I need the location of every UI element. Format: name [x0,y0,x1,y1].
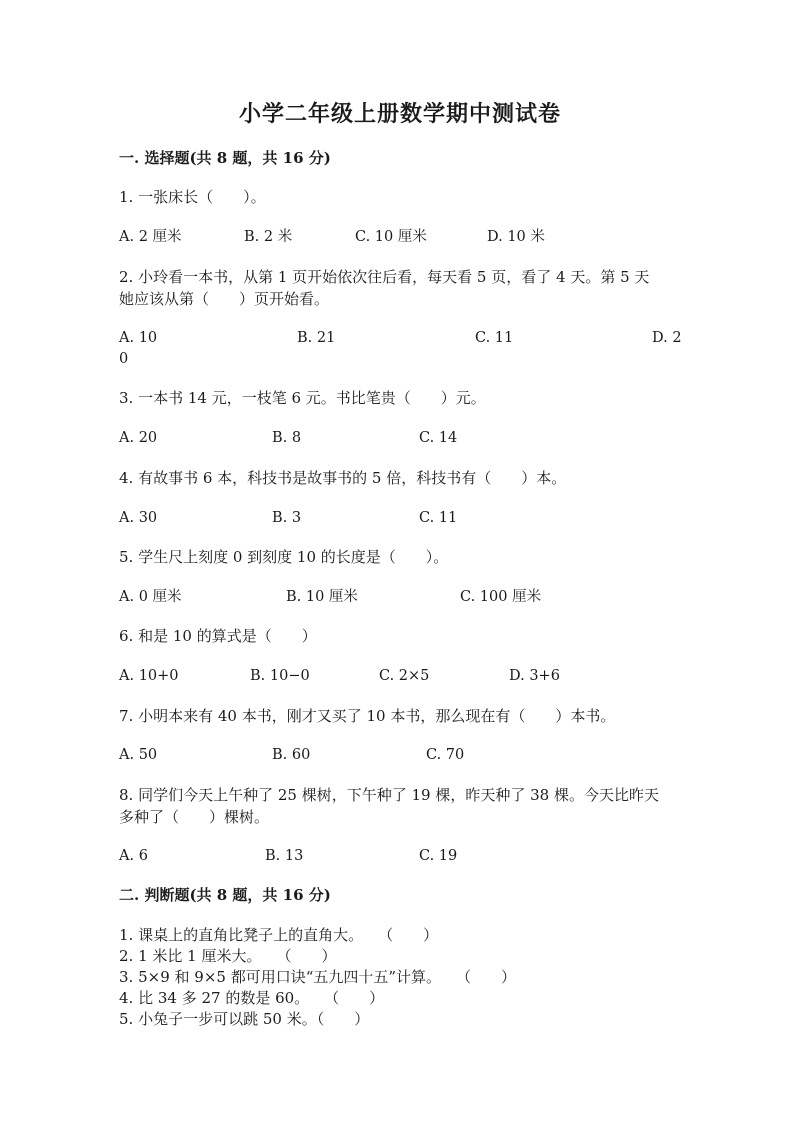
q6-option-c: C. 2×5 [379,668,430,684]
q6-option-b: B. 10−0 [250,668,310,684]
q8-option-c: C. 19 [419,848,458,864]
q3-option-a: A. 20 [119,430,158,446]
question-8-stem-line1: 8. 同学们今天上午种了 25 棵树，下午种了 19 棵，昨天种了 38 棵。今天比昨天 [119,786,659,804]
question-6-stem: 6. 和是 10 的算式是（ ） [119,627,317,645]
q7-option-c: C. 70 [426,747,465,763]
q1-option-c: C. 10 厘米 [355,229,427,245]
question-1-stem: 1. 一张床长（ ）。 [119,188,266,206]
judge-item-1: 1. 课桌上的直角比凳子上的直角大。 （ ） [119,926,439,944]
q7-option-a: A. 50 [119,747,158,763]
q2-option-d-wrap: 0 [119,351,129,367]
q2-option-b: B. 21 [297,330,336,346]
judge-item-4: 4. 比 34 多 27 的数是 60。 （ ） [119,989,385,1007]
q5-option-a: A. 0 厘米 [119,589,182,605]
question-2-stem-line2: 她应该从第（ ）页开始看。 [119,290,330,308]
judge-item-5: 5. 小兔子一步可以跳 50 米。（ ） [119,1010,370,1028]
question-5-stem: 5. 学生尺上刻度 0 到刻度 10 的长度是（ ）。 [119,548,449,566]
q1-option-d: D. 10 米 [487,229,545,245]
question-8-stem-line2: 多种了（ ）棵树。 [119,808,270,826]
q1-option-a: A. 2 厘米 [119,229,182,245]
question-4-stem: 4. 有故事书 6 本，科技书是故事书的 5 倍，科技书有（ ）本。 [119,469,567,487]
q8-option-b: B. 13 [265,848,304,864]
q7-option-b: B. 60 [272,747,311,763]
q5-option-c: C. 100 厘米 [460,589,542,605]
q4-option-b: B. 3 [272,510,302,526]
q2-option-d: D. 2 [652,330,682,346]
q1-option-b: B. 2 米 [244,229,293,245]
judge-item-2: 2. 1 米比 1 厘米大。 （ ） [119,947,337,965]
section-heading-judge: 二. 判断题(共 8 题，共 16 分) [119,886,331,904]
q4-option-c: C. 11 [419,510,458,526]
q4-option-a: A. 30 [119,510,158,526]
q3-option-b: B. 8 [272,430,302,446]
judge-item-3: 3. 5×9 和 9×5 都可用口诀“五九四十五”计算。 （ ） [119,968,517,986]
q5-option-b: B. 10 厘米 [286,589,358,605]
page-title: 小学二年级上册数学期中测试卷 [238,101,561,127]
q2-option-c: C. 11 [475,330,514,346]
q6-option-a: A. 10+0 [119,668,179,684]
question-7-stem: 7. 小明本来有 40 本书，刚才又买了 10 本书，那么现在有（ ）本书。 [119,707,616,725]
q8-option-a: A. 6 [119,848,148,864]
question-3-stem: 3. 一本书 14 元，一枝笔 6 元。书比笔贵（ ）元。 [119,389,486,407]
section-heading-choice: 一. 选择题(共 8 题，共 16 分) [119,149,331,167]
q2-option-a: A. 10 [119,330,158,346]
q3-option-c: C. 14 [419,430,458,446]
question-2-stem-line1: 2. 小玲看一本书，从第 1 页开始依次往后看，每天看 5 页，看了 4 天。第 5 天 [119,268,650,286]
q6-option-d: D. 3+6 [509,668,560,684]
